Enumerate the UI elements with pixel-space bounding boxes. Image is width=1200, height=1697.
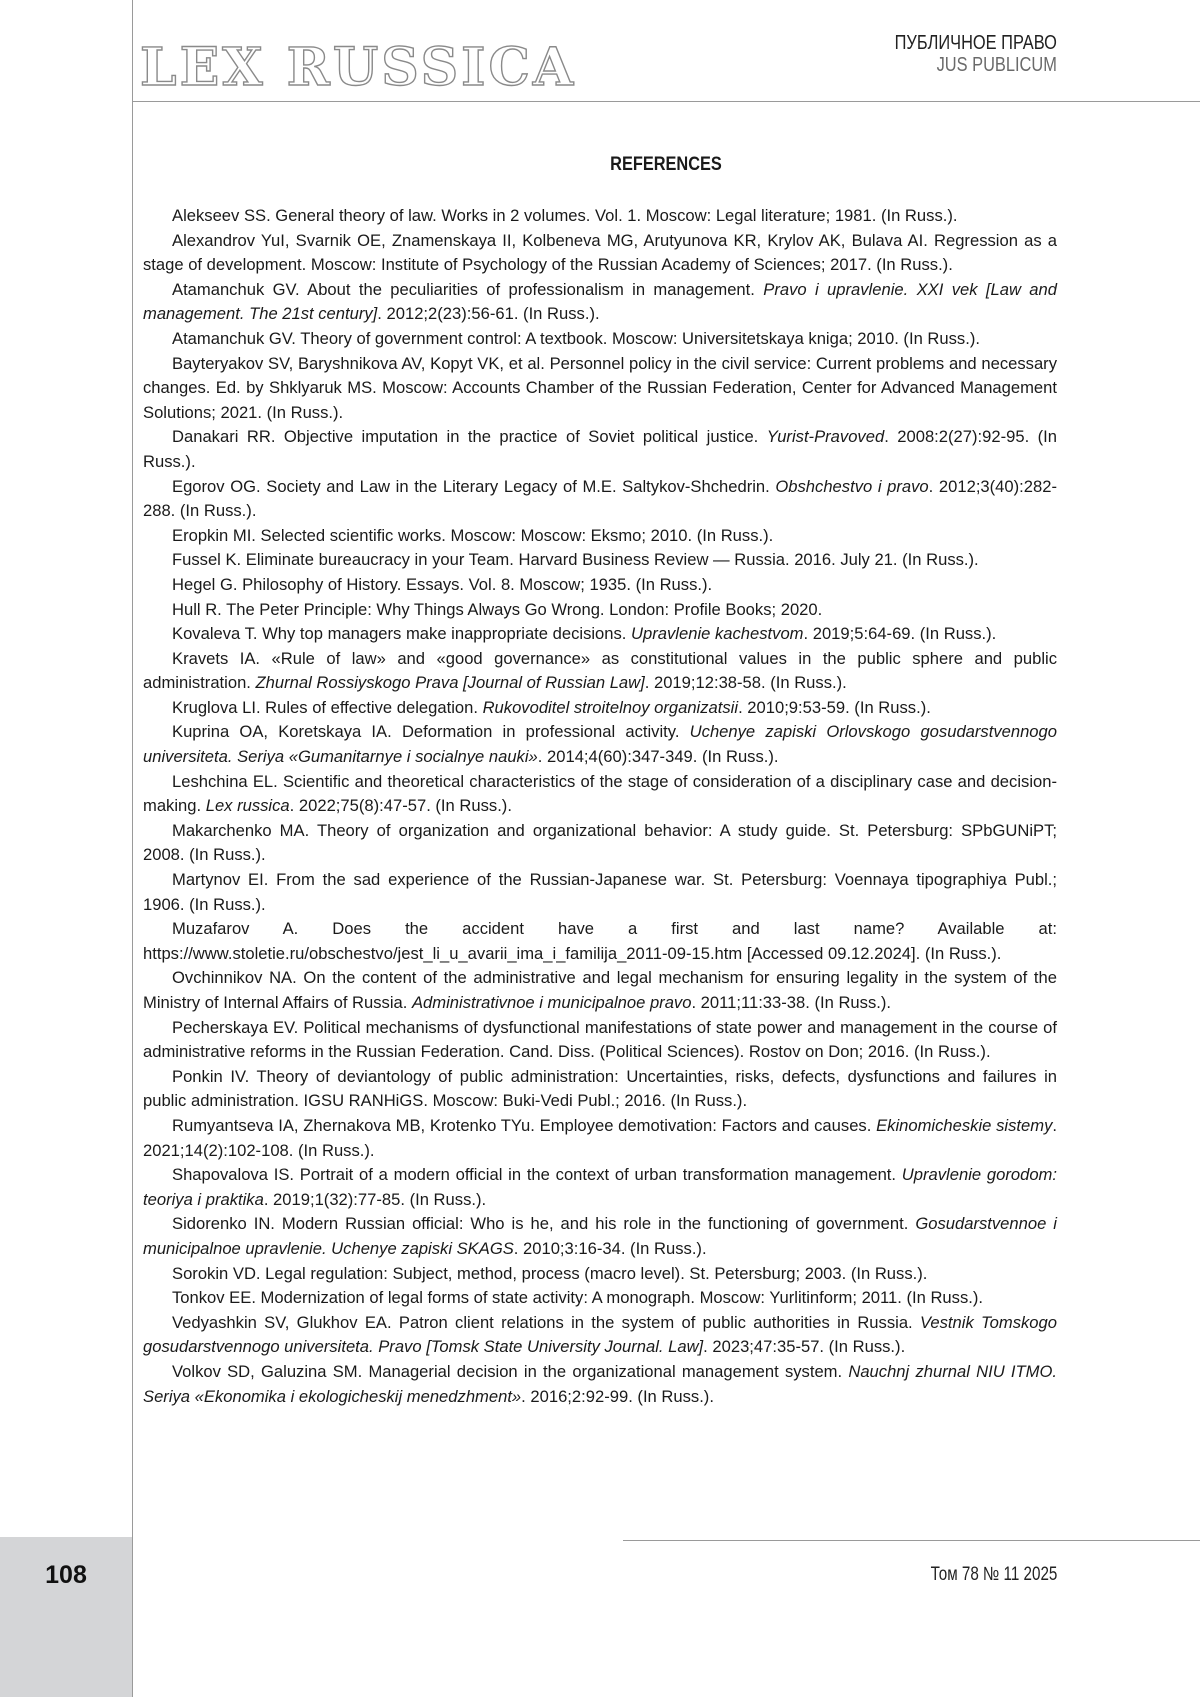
reference-item: Eropkin MI. Selected scientific works. Moscow: Moscow: Eksmo; 2010. (In Russ.). bbox=[172, 525, 774, 545]
reference-source-title: Ekinomicheskie sistemy bbox=[876, 1115, 1053, 1135]
references-list bbox=[143, 204, 1057, 1409]
reference-item: Tonkov EE. Modernization of legal forms of state activity: A monograph. Moscow: Yurlitinform; 2011. (In Russ.). bbox=[172, 1288, 984, 1308]
section-title-ru: ПУБЛИЧНОЕ ПРАВО bbox=[894, 32, 1057, 54]
reference-details: . 2019;1(32):77-85. (In Russ.). bbox=[263, 1189, 487, 1209]
reference-details: . 2016;2:92-99. (In Russ.). bbox=[521, 1386, 714, 1406]
issue-info: Том 78 № 11 2025 bbox=[930, 1564, 1057, 1585]
section-title bbox=[895, 32, 1057, 76]
reference-details: . 2021;14(2):102-108. (In Russ.). bbox=[143, 1115, 1057, 1160]
reference-text: Leshchina EL. Scientific and theoretical characteristics of the stage of consideration of a disciplinary case and decision-making. bbox=[143, 771, 1057, 816]
reference-details: . 2010;3:16-34. (In Russ.). bbox=[513, 1238, 707, 1258]
reference-details: . 2012;2(23):56-61. (In Russ.). bbox=[377, 304, 600, 324]
reference-source-title: Pravo i upravlenie. XXI vek [Law and management. The 21st century] bbox=[143, 279, 1057, 324]
reference-item: Ponkin IV. Theory of deviantology of public administration: Uncertainties, risks, defects, dysfunctions and failures in public administration. IGSU RANHiGS. Moscow: Buki-Vedi Publ.; 2016. (In Russ.). bbox=[143, 1066, 1057, 1111]
reference-item bbox=[143, 1114, 1057, 1163]
reference-text: Kuprina OA, Koretskaya IA. Deformation in professional activity. bbox=[172, 722, 690, 742]
reference-item bbox=[143, 278, 1057, 327]
reference-source-title: Vestnik Tomskogo gosudarstvennogo universiteta. Pravo [Tomsk State University Journal. Law] bbox=[143, 1312, 1057, 1357]
reference-item: Hull R. The Peter Principle: Why Things Always Go Wrong. London: Profile Books; 2020. bbox=[172, 599, 823, 619]
reference-item bbox=[143, 475, 1057, 524]
footer-divider bbox=[623, 1540, 1200, 1541]
reference-item: Bayteryakov SV, Baryshnikova AV, Kopyt VK, et al. Personnel policy in the civil service: Current problems and necessary changes. Ed. by Shklyaruk MS. Moscow: Accounts Chamber of the Russian Federation, Center for Advanced Management Solutions; 2021. (In Russ.). bbox=[143, 353, 1057, 422]
reference-item bbox=[143, 647, 1057, 696]
reference-details: . 2019;12:38-58. (In Russ.). bbox=[644, 673, 847, 693]
reference-item bbox=[143, 770, 1057, 819]
journal-logo: LEX RUSSICA bbox=[140, 37, 577, 98]
reference-text: Danakari RR. Objective imputation in the practice of Soviet political justice. bbox=[172, 427, 767, 447]
reference-item bbox=[143, 1212, 1057, 1261]
reference-item: Pecherskaya EV. Political mechanisms of dysfunctional manifestations of state power and management in the course of administrative reforms in the Russian Federation. Cand. Diss. (Political Sciences). Rostov on Don; 2016. (In Russ.). bbox=[143, 1017, 1057, 1062]
reference-text: Shapovalova IS. Portrait of a modern official in the context of urban transformation management. bbox=[172, 1165, 902, 1185]
reference-text: Kravets IA. «Rule of law» and «good governance» as constitutional values in the public sphere and public administration. bbox=[143, 648, 1057, 693]
reference-text: Atamanchuk GV. About the peculiarities of professionalism in management. bbox=[172, 279, 764, 299]
reference-item: Hegel G. Philosophy of History. Essays. Vol. 8. Moscow; 1935. (In Russ.). bbox=[172, 574, 713, 594]
reference-source-title: Yurist-Pravoved bbox=[766, 427, 885, 447]
reference-item bbox=[143, 425, 1057, 474]
reference-details: . 2019;5:64-69. (In Russ.). bbox=[803, 624, 997, 644]
reference-text: Sidorenko IN. Modern Russian official: Who is he, and his role in the functioning of government. bbox=[172, 1214, 916, 1234]
reference-item bbox=[143, 1163, 1057, 1212]
reference-details: . 2010;9:53-59. (In Russ.). bbox=[738, 697, 931, 717]
reference-item bbox=[143, 720, 1057, 769]
reference-item bbox=[143, 1360, 1057, 1409]
reference-source-title: Upravlenie kachestvom bbox=[631, 624, 804, 644]
section-title-latin: JUS PUBLICUM bbox=[936, 54, 1057, 76]
reference-details: . 2012;3(40):282-288. (In Russ.). bbox=[143, 476, 1057, 521]
reference-source-title: Upravlenie gorodom: teoriya i praktika bbox=[143, 1165, 1057, 1209]
header-divider bbox=[132, 101, 1200, 102]
reference-source-title: Lex russica bbox=[205, 796, 290, 816]
reference-text: Egorov OG. Society and Law in the Literary Legacy of M.E. Saltykov-Shchedrin. bbox=[172, 476, 776, 496]
reference-source-title: Zhurnal Rossiyskogo Prava [Journal of Russian Law] bbox=[255, 673, 645, 693]
reference-source-title: Uchenye zapiski Orlovskogo gosudarstvennogo universiteta. Seriya «Gumanitarnye i socialnye nauki» bbox=[143, 722, 1057, 767]
reference-details: . 2022;75(8):47-57. (In Russ.). bbox=[289, 796, 512, 816]
reference-item bbox=[143, 622, 1057, 647]
reference-details: . 2008:2(27):92-95. (In Russ.). bbox=[143, 427, 1057, 471]
reference-source-title: Rukovoditel stroitelnoy organizatsii bbox=[482, 697, 739, 717]
reference-item: Martynov EI. From the sad experience of the Russian-Japanese war. St. Petersburg: Voennaya tipographiya Publ.; 1906. (In Russ.). bbox=[143, 870, 1057, 914]
reference-item bbox=[143, 696, 1057, 721]
reference-source-title: Gosudarstvennoe i municipalnoe upravlenie. Uchenye zapiski SKAGS bbox=[143, 1214, 1057, 1258]
reference-item bbox=[143, 966, 1057, 1015]
page-number: 108 bbox=[45, 1561, 87, 1589]
references-heading: REFERENCES bbox=[610, 154, 722, 175]
left-margin-bar bbox=[0, 0, 133, 1697]
reference-item: Atamanchuk GV. Theory of government control: A textbook. Moscow: Universitetskaya kniga; 2010. (In Russ.). bbox=[172, 328, 980, 348]
reference-item: Alexandrov YuI, Svarnik OE, Znamenskaya II, Kolbeneva MG, Arutyunova KR, Krylov AK, Bulava AI. Regression as a stage of development. Moscow: Institute of Psychology of the Russian Academy of Sciences; 2017. (In Russ.). bbox=[143, 230, 1057, 275]
reference-details: . 2011;11:33-38. (In Russ.). bbox=[691, 993, 891, 1012]
reference-text: Vedyashkin SV, Glukhov EA. Patron client relations in the system of public authorities in Russia. bbox=[172, 1312, 920, 1332]
reference-item: Sorokin VD. Legal regulation: Subject, method, process (macro level). St. Petersburg; 2003. (In Russ.). bbox=[172, 1263, 928, 1283]
reference-item: Muzafarov A. Does the accident have a first and last name? Available at: https://www.stoletie.ru/obschestvo/jest_li_u_avarii_ima_i_familija_2011-09-15.htm [Accessed 09.12.2024]. (In Russ.). bbox=[143, 919, 1057, 963]
reference-text: Volkov SD, Galuzina SM. Managerial decision in the organizational management system. bbox=[172, 1361, 849, 1381]
reference-item: Alekseev SS. General theory of law. Works in 2 volumes. Vol. 1. Moscow: Legal literature; 1981. (In Russ.). bbox=[172, 206, 958, 225]
reference-text: Kovaleva T. Why top managers make inappropriate decisions. bbox=[172, 624, 632, 644]
reference-source-title: Administrativnoe i municipalnoe pravo bbox=[411, 993, 692, 1012]
reference-details: . 2023;47:35-57. (In Russ.). bbox=[703, 1337, 906, 1357]
reference-text: Rumyantseva IA, Zhernakova MB, Krotenko TYu. Employee demotivation: Factors and causes. bbox=[172, 1115, 877, 1135]
reference-details: . 2014;4(60):347-349. (In Russ.). bbox=[537, 747, 779, 767]
reference-item: Fussel K. Eliminate bureaucracy in your Team. Harvard Business Review — Russia. 2016. July 21. (In Russ.). bbox=[172, 550, 979, 570]
reference-source-title: Obshchestvo i pravo bbox=[775, 476, 929, 496]
reference-source-title: Nauchnj zhurnal NIU ITMO. Seriya «Ekonomika i ekologicheskij menedzhment» bbox=[143, 1361, 1057, 1406]
reference-item bbox=[143, 1311, 1057, 1360]
reference-text: Ovchinnikov NA. On the content of the administrative and legal mechanism for ensuring legality in the system of the Ministry of Internal Affairs of Russia. bbox=[143, 968, 1057, 1012]
reference-item: Makarchenko MA. Theory of organization and organizational behavior: A study guide. St. Petersburg: SPbGUNiPT; 2008. (In Russ.). bbox=[143, 820, 1057, 865]
reference-text: Kruglova LI. Rules of effective delegation. bbox=[172, 697, 483, 717]
